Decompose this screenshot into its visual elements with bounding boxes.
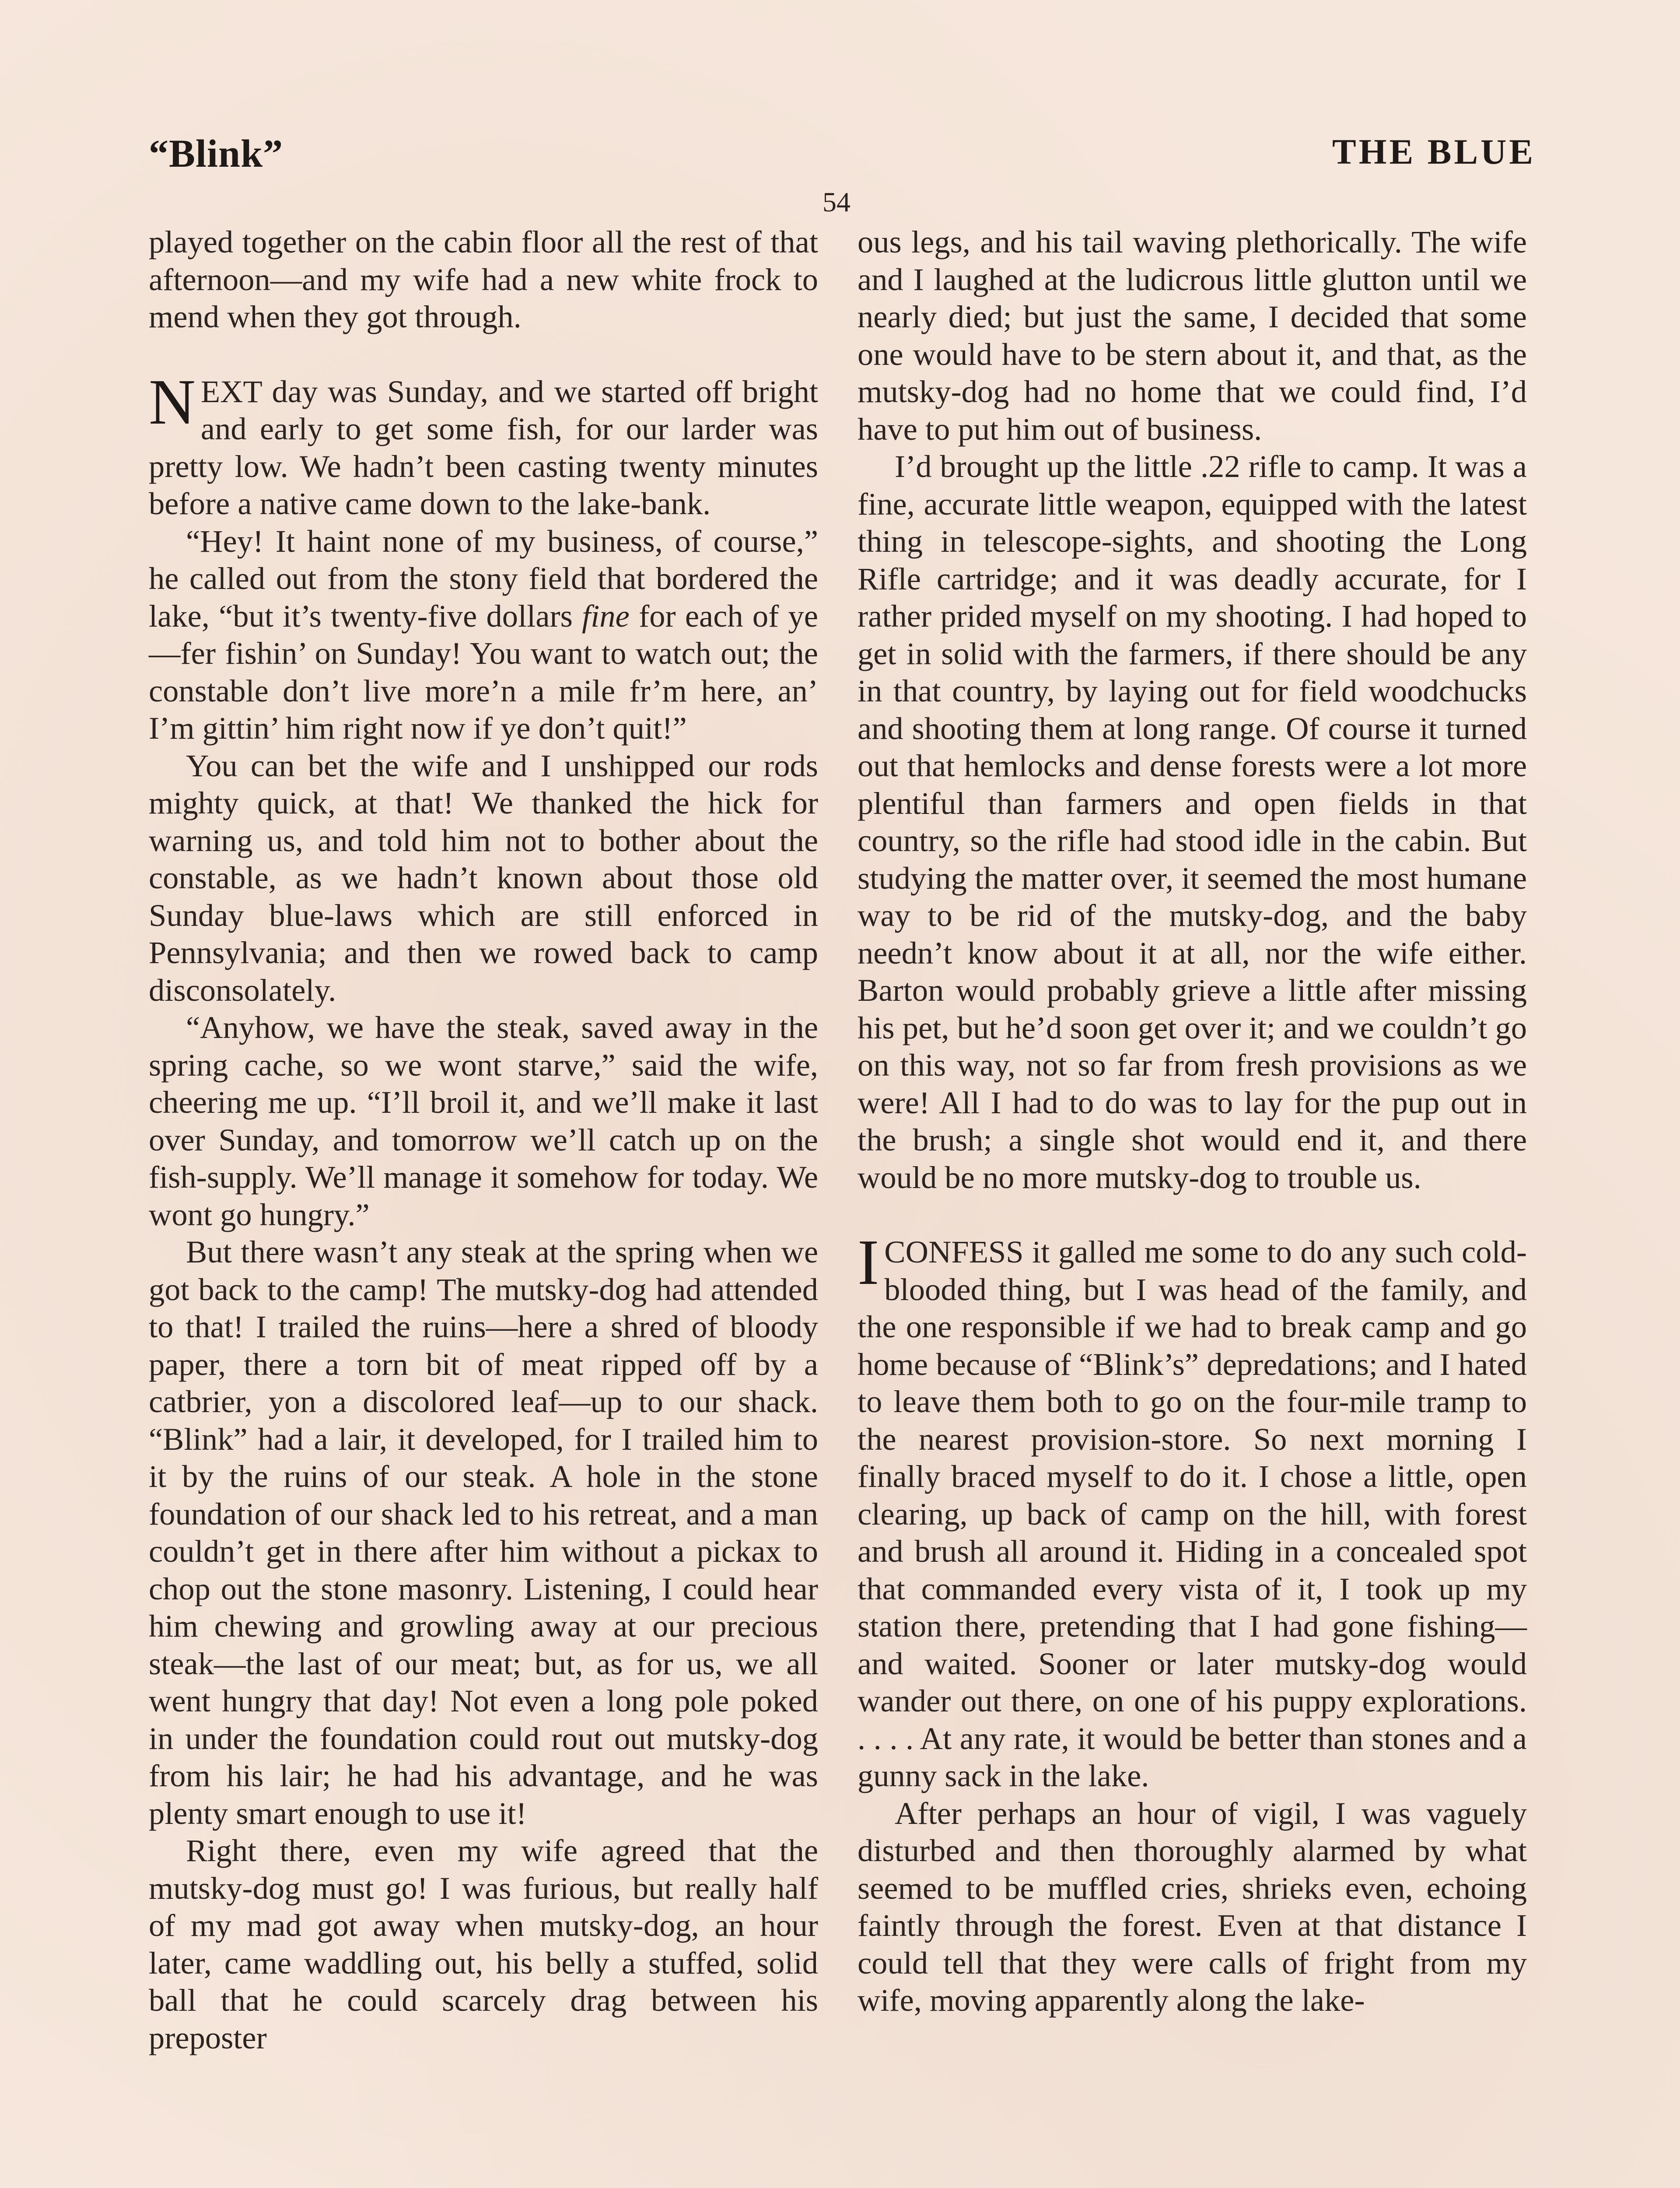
paragraph-text: EXT day was Sunday, and we started off bright and early to get some fish, for our larder was pretty low. We hadn’t been casting twenty minutes before a native came down to the lake-bank.	[149, 373, 818, 521]
running-head-story-title: “Blink”	[149, 132, 284, 175]
paragraph-with-dropcap	[149, 366, 818, 522]
paragraph: After perhaps an hour of vigil, I was vaguely disturbed and then thoroughly alarmed by what seemed to be muffled cries, shrieks even, echoing faintly through the forest. Even at that distance I could tell that they were calls of fright from my wife, moving apparently along the lake-	[858, 1795, 1527, 2018]
running-head-magazine-title: THE BLUE	[1332, 132, 1536, 172]
left-text-column	[149, 223, 818, 2056]
paragraph-text: CONFESS it galled me some to do any such cold-blooded thing, but I was head of the family, and the one responsible if we had to break camp and go home because of “Blink’s” depredations; and I hated to leave them both to go on the four-mile tramp to the nearest provision-store. So next morning I finally braced myself to do it. I chose a little, open clearing, up back of camp on the hill, with forest and brush all around it. Hiding in a concealed spot that commanded every vista of it, I took up my station there, pretending that I had gone fishing—and waited. Sooner or later mutsky-dog would wander out there, on one of his puppy explorations. . . . . At any rate, it would be better than stones and a gunny sack in the lake.	[858, 1234, 1527, 1793]
paragraph: You can bet the wife and I unshipped our rods mighty quick, at that! We thanked the hick for warning us, and told him not to bother about the constable, as we hadn’t known about those old Sunday blue-laws which are still enforced in Pennsylvania; and then we rowed back to camp disconsolately.	[149, 747, 818, 1008]
paragraph: But there wasn’t any steak at the spring when we got back to the camp! The mutsky-dog had attended to that! I trailed the ruins—here a shred of bloody paper, there a torn bit of meat ripped off by a catbrier, yon a discolored leaf—up to our shack. “Blink” had a lair, it developed, for I trailed him to it by the ruins of our steak. A hole in the stone foundation of our shack led to his retreat, and a man couldn’t get in there after him without a pickax to chop out the stone masonry. Listening, I could hear him chewing and growling away at our precious steak—the last of our meat; but, as for us, we all went hungry that day! Not even a long pole poked in under the foundation could rout out mutsky-dog from his lair; he had his advantage, and he was plenty smart enough to use it!	[149, 1234, 818, 1831]
drop-cap: I	[858, 1227, 879, 1298]
paragraph	[149, 522, 818, 747]
paragraph: Right there, even my wife agreed that the mutsky-dog must go! I was furious, but really half of my mad got away when mutsky-dog, an hour later, came waddling out, his belly a stuffed, solid ball that he could scarcely drag between his preposter	[149, 1833, 818, 2055]
paragraph-text: for each of ye—fer fishin’ on Sunday! You want to watch out; the constable don’t live more’n a mile fr’m here, an’ I’m gittin’ him right now if ye don’t quit!”	[149, 598, 818, 746]
page-number: 54	[822, 186, 850, 217]
paragraph: “Anyhow, we have the steak, saved away in the spring cache, so we wont starve,” said the wife, cheering me up. “I’ll broil it, and we’ll make it last over Sunday, and tomorrow we’ll catch up on the fish-supply. We’ll manage it somehow for today. We wont go hungry.”	[149, 1010, 818, 1232]
paragraph-with-dropcap	[858, 1227, 1527, 1795]
paragraph-text: “Hey! It haint none of my business, of course,” he called out from the stony field that bordered the lake, “but it’s twenty-five dollars	[149, 523, 818, 634]
emphasized-word: fine	[582, 598, 630, 634]
paragraph: played together on the cabin floor all the rest of that afternoon—and my wife had a new white frock to mend when they got through.	[149, 224, 818, 334]
paragraph: ous legs, and his tail waving plethorically. The wife and I laughed at the ludicrous little glutton until we nearly died; but just the same, I decided that some one would have to be stern about it, and that, as the mutsky-dog had no home that we could find, I’d have to put him out of business.	[858, 224, 1527, 447]
right-text-column	[858, 223, 1527, 2019]
paragraph: I’d brought up the little .22 rifle to camp. It was a fine, accurate little weapon, equipped with the latest thing in telescope-sights, and shooting the Long Rifle cartridge; and it was deadly accurate, for I rather prided myself on my shooting. I had hoped to get in solid with the farmers, if there should be any in that country, by laying out for field woodchucks and shooting them at long range. Of course it turned out that hemlocks and dense forests were a lot more plentiful than farmers and open fields in that country, so the rifle had stood idle in the cabin. But studying the matter over, it seemed the most humane way to be rid of the mutsky-dog, and the baby needn’t know about it at all, nor the wife either. Barton would probably grieve a little after missing his pet, but he’d soon get over it; and we couldn’t go on this way, not so far from fresh provisions as we were! All I had to do was to lay for the pup out in the brush; a single shot would end it, and there would be no more mutsky-dog to trouble us.	[858, 449, 1527, 1195]
drop-cap: N	[149, 366, 196, 438]
